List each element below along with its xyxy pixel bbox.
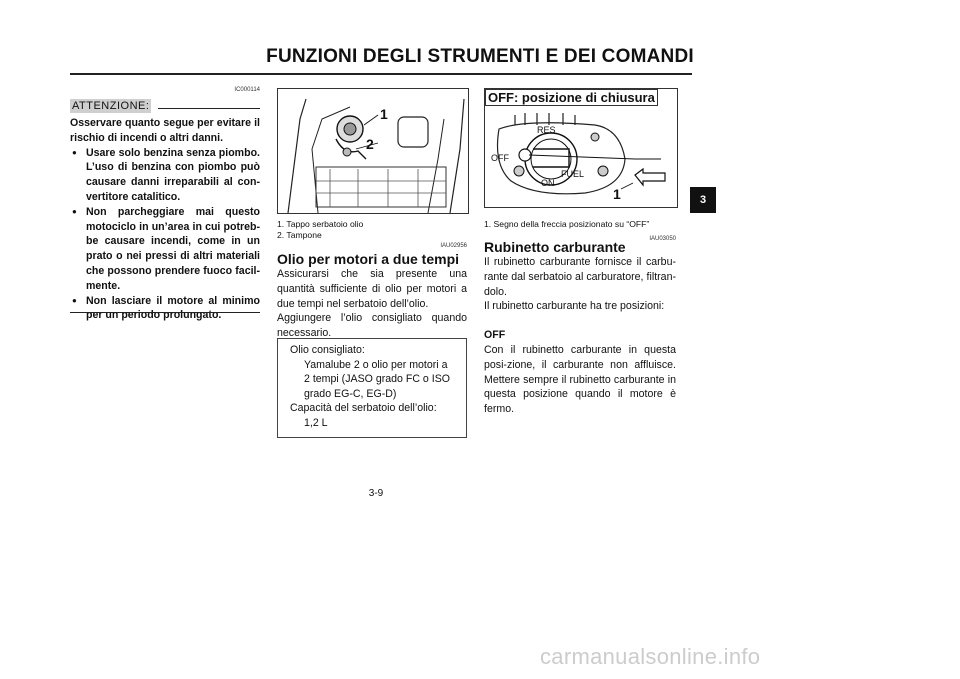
- fuel-subheading: OFF: [484, 329, 506, 342]
- warning-bullet: ● Usare solo benzina senza piombo. L’uso di benzina con piombo può causare danni irreparabili al con-vertitore catalitico.: [70, 146, 260, 205]
- warning-label: ATTENZIONE:: [72, 100, 150, 112]
- oil-figure-captions: [277, 219, 467, 241]
- section-heading: Rubinetto carburante: [484, 239, 626, 255]
- watermark: carmanualsonline.info: [540, 644, 761, 669]
- warning-bullet: ● Non lasciare il motore al minimo per un periodo prolungato.: [70, 294, 260, 324]
- oil-tank-figure: [277, 88, 469, 214]
- warning-intro: Osservare quanto segue per evitare il rischio di incendi o altri danni.: [70, 117, 260, 144]
- warning-bullets: [70, 146, 260, 324]
- warning-bullet: ● Non parcheggiare mai questo motociclo in un’area in cui potreb-be causare incendi, come in un prato o nei pressi di altri materiali che possono prendere fuoco facil-mente.: [70, 205, 260, 294]
- label-res: RES: [537, 125, 556, 135]
- box-line: Yamalube 2 o olio per motori a: [304, 358, 448, 371]
- header-rule: [70, 73, 692, 75]
- oil-tank-illustration: [278, 89, 468, 213]
- box-line: Capacità del serbatoio dell’olio:: [290, 402, 437, 415]
- fuel-cock-illustration: [485, 89, 677, 207]
- section-code: IAU03050: [649, 236, 676, 242]
- label-off: OFF: [491, 153, 509, 163]
- fuel-paragraph: Con il rubinetto carburante in questa posi-zione, il carburante non affluisce. Mettere sempre il rubinetto carburante in questa posizione quando il motore è fermo.: [484, 343, 676, 416]
- oil-body: [277, 267, 467, 341]
- box-line: 2 tempi (JASO grado FC o ISO: [304, 373, 451, 386]
- warning-rule: [158, 108, 260, 109]
- oil-paragraph: Assicurarsi che sia presente una quantità sufficiente di olio per motori a due tempi nel serbatoio dell’olio.: [277, 268, 467, 310]
- box-line: Olio consigliato:: [290, 344, 365, 356]
- fuel-paragraph: Il rubinetto carburante ha tre posizioni:: [484, 300, 665, 313]
- figure-callout-1: 1: [380, 106, 388, 122]
- box-line: grado EG-C, EG-D): [304, 387, 397, 400]
- fuel-body: [484, 255, 676, 417]
- figure-title: OFF: posizione di chiusura: [485, 89, 658, 106]
- section-code: IAU02956: [440, 243, 467, 249]
- fuel-figure-caption: 1. Segno della freccia posizionato su “OFF”: [484, 219, 650, 229]
- caption-item: 2. Tampone: [277, 229, 322, 240]
- page-title: FUNZIONI DEGLI STRUMENTI E DEI COMANDI: [266, 46, 694, 67]
- recommended-oil-box: [277, 338, 467, 438]
- label-fuel: FUEL: [561, 169, 585, 179]
- figure-callout-2: 2: [366, 136, 374, 152]
- oil-paragraph: Aggiungere l’olio consigliato quando necessario.: [277, 312, 467, 340]
- warning-body: [70, 116, 260, 323]
- chapter-tab: 3: [690, 187, 716, 213]
- label-on: ON: [541, 178, 555, 188]
- section-heading: Olio per motori a due tempi: [277, 251, 460, 267]
- fuel-cock-figure: [484, 88, 678, 208]
- warning-end-rule: [70, 312, 260, 313]
- warning-header: [70, 96, 260, 114]
- page-number: 3-9: [368, 488, 384, 499]
- caption-item: 1. Tappo serbatoio olio: [277, 219, 364, 229]
- box-line: 1,2 L: [304, 416, 328, 429]
- fuel-paragraph: Il rubinetto carburante fornisce il carbu-rante dal serbatoio al carburatore, filtran-dolo.: [484, 256, 676, 298]
- section-code: IC000114: [234, 87, 260, 93]
- figure-callout-1: 1: [613, 186, 621, 202]
